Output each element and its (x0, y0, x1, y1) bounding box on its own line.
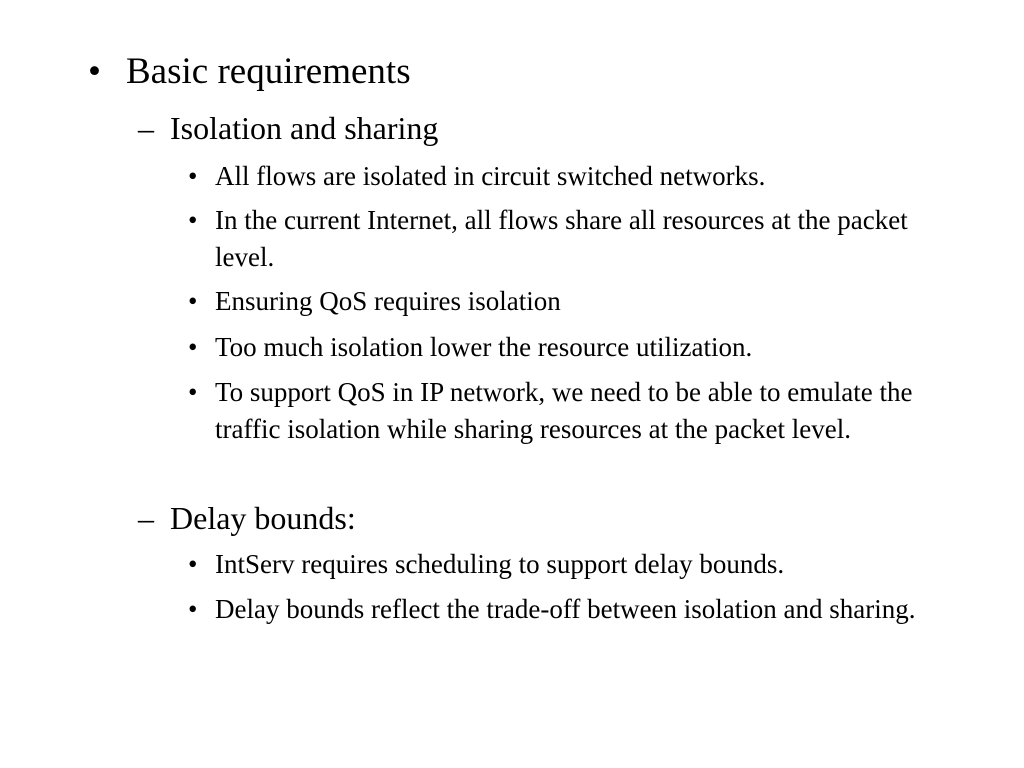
list-item-text: In the current Internet, all flows share all resources at the packet level. (215, 205, 908, 272)
bullet-icon: • (188, 205, 198, 235)
bullet-icon: • (188, 594, 198, 624)
bullet-icon: • (188, 161, 198, 191)
list-item (188, 546, 948, 583)
list-item-text: All flows are isolated in circuit switched networks. (215, 161, 766, 191)
list-item-text: To support QoS in IP network, we need to be able to emulate the traffic isolation while sharing resources at the packet level. (215, 377, 913, 444)
list-item (188, 591, 948, 628)
list-item (188, 202, 948, 276)
list-item-text: Too much isolation lower the resource utilization. (215, 332, 753, 362)
bullet-icon: • (188, 332, 198, 362)
list-item (188, 374, 948, 448)
heading-bullet-item (88, 48, 988, 96)
bullet-icon: • (188, 286, 198, 316)
list-item (188, 283, 948, 320)
section-isolation-sharing (138, 108, 978, 148)
list-item (188, 329, 948, 366)
list-item-text: Delay bounds reflect the trade-off between isolation and sharing. (215, 594, 916, 624)
slide-heading: Basic requirements (126, 51, 411, 92)
list-item-text: Ensuring QoS requires isolation (215, 286, 561, 316)
list-item (188, 158, 948, 195)
list-item-text: IntServ requires scheduling to support delay bounds. (215, 549, 785, 579)
section-title: Delay bounds: (170, 500, 356, 536)
bullet-icon: • (188, 549, 198, 579)
bullet-icon: • (88, 51, 101, 92)
section-title: Isolation and sharing (170, 110, 439, 146)
section-delay-bounds (138, 498, 978, 538)
dash-icon: – (138, 500, 154, 536)
bullet-icon: • (188, 377, 198, 407)
dash-icon: – (138, 110, 154, 146)
